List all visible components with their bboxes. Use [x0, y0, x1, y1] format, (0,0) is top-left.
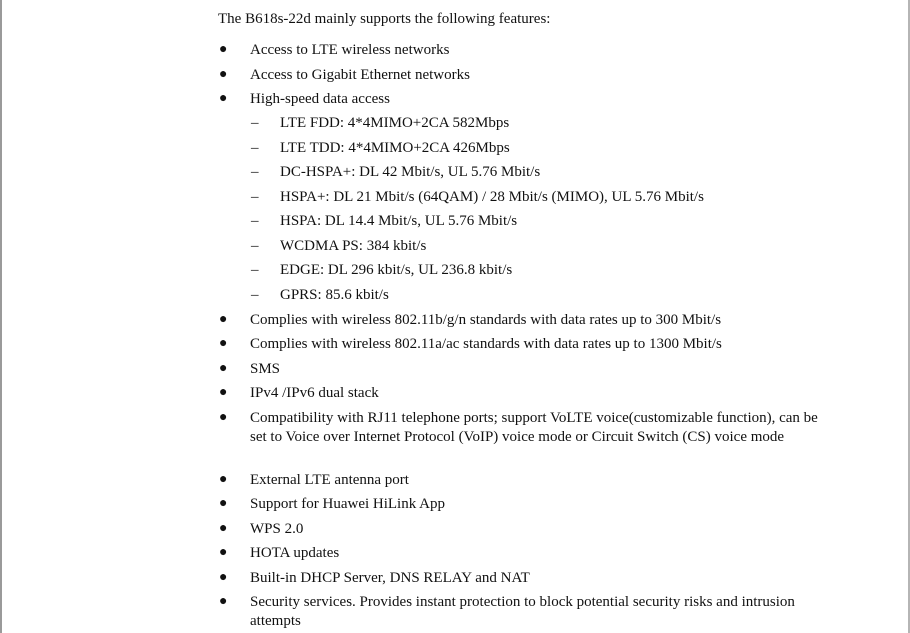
dash-icon: – — [251, 189, 259, 205]
bullet-icon: ● — [219, 67, 228, 82]
bullet-icon: ● — [219, 545, 228, 560]
feature-item: Complies with wireless 802.11a/ac standards with data rates up to 1300 Mbit/s — [250, 336, 722, 352]
sub-item: GPRS: 85.6 kbit/s — [280, 287, 389, 303]
feature-item: Access to Gigabit Ethernet networks — [250, 67, 470, 83]
feature-item: Access to LTE wireless networks — [250, 42, 450, 58]
bullet-icon: ● — [219, 336, 228, 351]
sub-item: DC-HSPA+: DL 42 Mbit/s, UL 5.76 Mbit/s — [280, 164, 541, 180]
sub-item: HSPA+: DL 21 Mbit/s (64QAM) / 28 Mbit/s (MIMO), UL 5.76 Mbit/s — [280, 189, 704, 205]
feature-item: Built-in DHCP Server, DNS RELAY and NAT — [250, 570, 530, 586]
feature-item: Security services. Provides instant protection to block potential security risks and intrusion attempts — [250, 594, 795, 629]
bullet-icon: ● — [219, 42, 228, 57]
bullet-icon: ● — [219, 521, 228, 536]
dash-icon: – — [251, 213, 259, 229]
feature-item: Compatibility with RJ11 telephone ports; support VoLTE voice(customizable function), can be set to Voice over Internet Protocol (VoIP) voice mode or Circuit Switch (CS) voice mode — [250, 410, 818, 445]
sub-item: WCDMA PS: 384 kbit/s — [280, 238, 427, 254]
feature-item: HOTA updates — [250, 545, 340, 561]
bullet-icon: ● — [219, 496, 228, 511]
feature-item: IPv4 /IPv6 dual stack — [250, 385, 379, 401]
intro-text: The B618s-22d mainly supports the following features: — [218, 11, 551, 27]
sub-item: HSPA: DL 14.4 Mbit/s, UL 5.76 Mbit/s — [280, 213, 518, 229]
feature-item: External LTE antenna port — [250, 472, 409, 488]
feature-item: Complies with wireless 802.11b/g/n standards with data rates up to 300 Mbit/s — [250, 312, 722, 328]
bullet-icon: ● — [219, 91, 228, 106]
feature-item: High-speed data access — [250, 91, 390, 107]
bullet-icon: ● — [219, 361, 228, 376]
dash-icon: – — [251, 140, 259, 156]
sub-item: LTE FDD: 4*4MIMO+2CA 582Mbps — [280, 115, 510, 131]
feature-item: Support for Huawei HiLink App — [250, 496, 445, 512]
bullet-icon: ● — [219, 472, 228, 487]
dash-icon: – — [251, 262, 259, 278]
feature-item: SMS — [250, 361, 281, 377]
bullet-icon: ● — [219, 410, 228, 425]
page-edge-left — [0, 0, 2, 633]
dash-icon: – — [251, 164, 259, 180]
dash-icon: – — [251, 115, 259, 131]
bullet-icon: ● — [219, 312, 228, 327]
sub-item: LTE TDD: 4*4MIMO+2CA 426Mbps — [280, 140, 510, 156]
sub-item: EDGE: DL 296 kbit/s, UL 236.8 kbit/s — [280, 262, 513, 278]
feature-item: WPS 2.0 — [250, 521, 304, 537]
dash-icon: – — [251, 287, 259, 303]
bullet-icon: ● — [219, 594, 228, 609]
bullet-icon: ● — [219, 570, 228, 585]
dash-icon: – — [251, 238, 259, 254]
bullet-icon: ● — [219, 385, 228, 400]
